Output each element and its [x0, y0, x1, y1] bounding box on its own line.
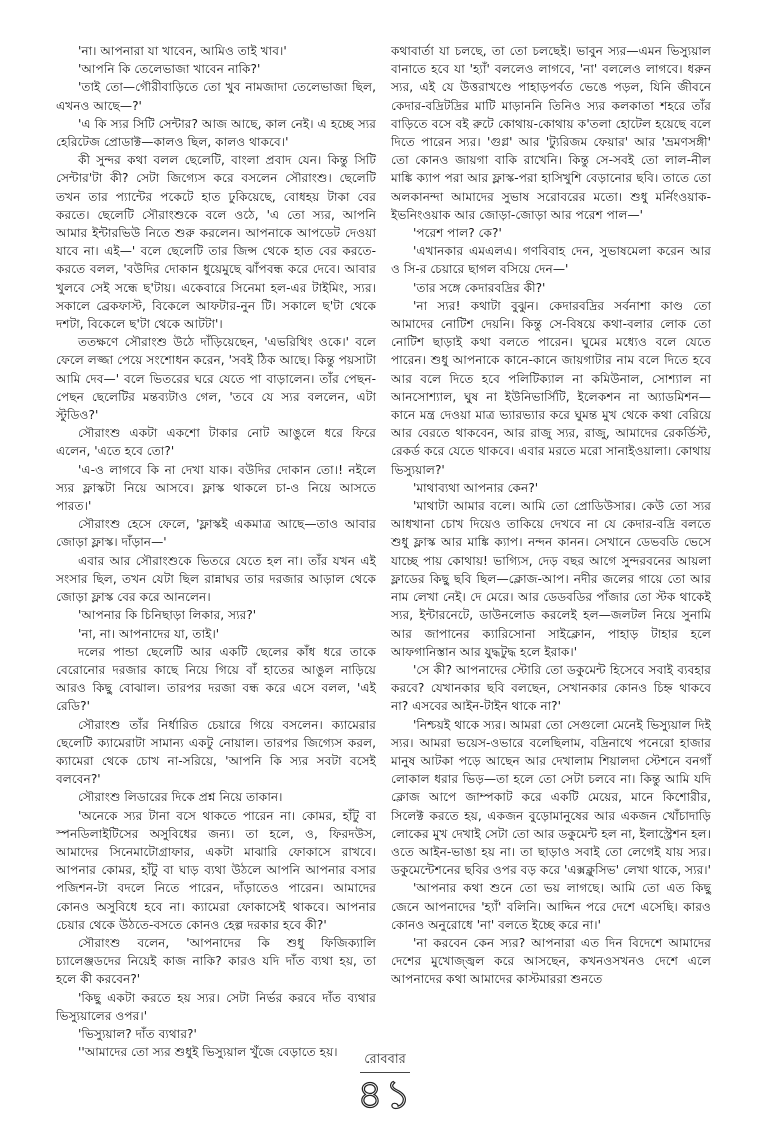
paragraph: 'ভিস্যুয়াল? দাঁত ব্যথার?': [78, 1026, 197, 1041]
paragraph: 'এ-ও লাগবে কি না দেখা যাক। বউদির দোকান তো।! নইলে স্যর ফ্লাস্কটা নিয়ে আসবে। ফ্লাস্ক থাকলে চা-ও নিয়ে আসতে পারত।': [56, 462, 376, 514]
paragraph: 'পরেশ পাল? কে?': [413, 226, 502, 241]
paragraph: 'মাথাটা আমার বলে। আমি তো প্রোডিউসার। কেউ তো স্যর আধখানা চোখ দিয়েও তাকিয়ে দেখবে না যে কেদার-বদ্রি বলতে শুধু ফ্লাস্ক আর মাঙ্কি ক্যাপ। নন্দন কানন। সেখানে ডেভবডি ভেসে যাচ্ছে পায় কোথায়! ভাগ্যিস, দেড় বছর আগে সুন্দরবনের আয়লা ফ্লাডের কিছু ছবি ছিল—ক্লোজ-আপ। নদীর জলের গায়ে তো আর নাম লেখা নেই। দে মেরে। আর ডেডবডির পাঁজার তো স্টক থাকেই স্যর, ইন্টারনেটে, ডাউনলোড করলেই হল—জলটল নিয়ে সুনামি আর জাপানের ক্যারিসোনা সাইক্লোন, পাহাড় টাহার হলে আফগানিস্তান আর যুদ্ধটুদ্ধ হলে ইরাক।': [391, 499, 711, 659]
paragraph: 'নিশ্চয়ই থাকে স্যর। আমরা তো সেগুলো মেনেই ভিস্যুয়াল দিই স্যর। আমরা ভয়েস-ওভারে বলেছিলাম, বদ্রিনাথে পনেরো হাজার মানুষ আটকা পড়ে আছেন আর দেখালাম শিয়ালদা স্টেশনে বনগাঁ লোকাল ধরার ভিড়—তা হলে তো সেটা চলবে না। কিন্তু আমি যদি ক্লোজ আপে জাম্পকাট করে একটি মেয়ের, মানে কিশোরীর, সিলেক্ট করতে হয়, একজন বুড়োমানুষের আর একজন খোঁচাদাড়ি লোকের মুখ দেখাই সেটা তো আর ডকুমেন্ট হল না, ইলাস্ট্রেশন হল। ওতে আইন-ভাঙা হয় না। তা ছাড়াও সবাই তো লেগেই যায় স্যর। ডকুমেন্টেশনের ছবির ওপর বড় করে 'এক্সক্লুসিভ' লেখা থাকে, স্যর।': [391, 717, 712, 878]
paragraph: 'আপনার কি চিনিছাড়া লিকার, স্যর?': [78, 608, 257, 623]
paragraph: 'আপনি কি তেলেভাজা খাবেন নাকি?': [78, 62, 261, 77]
page-number: ৪১: [357, 1072, 413, 1118]
paragraph: এবার আর সৌরাংশুকে ভিতরে যেতে হল না। তাঁর যখন এই সংসার ছিল, তখন যেটা ছিল রান্নাঘর তার দরজার আড়াল থেকে জোড়া ফ্লাস্ক বের করে আনলেন।: [56, 553, 376, 605]
paragraph: 'না। আপনারা যা খাবেন, আমিও তাই খাব।': [78, 44, 287, 58]
right-text-column: [391, 42, 711, 1042]
paragraph: 'তার সঙ্গে কেদারবদ্রির কী?': [413, 280, 546, 295]
left-text-column: [56, 42, 376, 1060]
paragraph: দলের পান্ডা ছেলেটি আর একটি ছেলের কাঁধ ধরে তাকে বেরোনোর দরজার কাছে নিয়ে গিয়ে বাঁ হাতের আঙুল নাড়িয়ে আরও কিছু বোঝাল। তারপর দরজা বন্ধ করে এসে বলল, 'এই রেডি?': [56, 644, 376, 714]
magazine-brand: রোববার: [360, 1050, 410, 1073]
paragraph: 'সে কী? আপনাদের স্টোরি তো ডকুমেন্ট হিসেবে সবাই ব্যবহার করবে? যেখানকার ছবি বলছেন, সেখানকার কোনও চিহ্ন থাকবে না? এসবের আইন-টাইন থাকে না?': [391, 662, 711, 714]
paragraph: কী সুন্দর কথা বলল ছেলেটি, বাংলা প্রবাদ যেন। কিন্তু সিটি সেন্টার'টা কী? সেটা জিগ্যেস করে বসলেন সৌরাংশু। ছেলেটি তখন তার প্যান্টের পকেটে হাত ঢুকিয়েছে, বোধহয় টাকা বের করতে। ছেলেটি সৌরাংশুকে বলে ওঠে, 'এ তো স্যর, আপনি আমার ইন্টারভিউ নিতে শুরু করলেন। আপনাকে আপডেট দেওয়া যাবে না। এই—' বলে ছেলেটি তার জিন্স থেকে হাত বের করতে-করতে বলল, 'বউদির দোকান ধুয়েমুছে ঝাঁপবন্ধ করে দেবে। আবার খুলবে সেই সন্ধে ছ'টায়। একেবারে সিনেমা হল-এর টাইমিং, স্যর। সকালে ব্রেকফাস্ট, বিকেলে আফটার-নুন টি। সকালে ছ'টা থেকে দশটা, বিকেলে ছ'টা থেকে আটটা'।: [56, 153, 376, 332]
paragraph: 'এ কি স্যর সিটি সেন্টার? আজ আছে, কাল নেই। এ হচ্ছে স্যর হেরিটেজ প্রোডাক্ট—কালও ছিল, কালও থাকবে।': [56, 116, 376, 150]
paragraph: ''আমাদের তো স্যর শুধুই ভিস্যুয়াল খুঁজে বেড়াতে হয়।: [78, 1045, 338, 1060]
paragraph: 'কিছু একটা করতে হয় স্যর। সেটা নির্ভর করবে দাঁত ব্যথার ভিস্যুয়ালের ওপর।': [56, 990, 376, 1023]
paragraph: সৌরাংশু লিডারের দিকে প্রশ্ন নিয়ে তাকান।: [78, 790, 283, 805]
paragraph: সৌরাংশু একটা একশো টাকার নোট আঙুলে ধরে ফিরে এলেন, 'এতে হবে তো?': [56, 426, 376, 459]
paragraph: 'তাই তো—গৌরীবাড়িতে তো খুব নামজাদা তেলেভাজা ছিল, এখনও আছে—?': [56, 80, 376, 113]
paragraph: 'অনেকে স্যর টানা বসে থাকতে পারেন না। কোমর, হাঁটু বা স্পনডিলাইটিসের অসুবিধের জন্য। তা হলে, ও, ফিরদউস, আমাদের সিনেমাটোগ্রাফার, একটা মাঝারি ফোকাসে রাখবে। আপনার কোমর, হাঁটু বা ঘাড় ব্যথা উঠলে আপনি আপনার বসার পজিশন-টা বদলে নিতে পারেন, দাঁড়াতেও পারেন। আমাদের কোনও অসুবিধে হবে না। ক্যামেরা ফোকাসেই থাকবে। আপনার চেয়ার থেকে উঠতে-বসতে কোনও হেল্প দরকার হবে কী?': [56, 808, 376, 932]
page-footer: [0, 1048, 770, 1118]
paragraph: কথাবার্তা যা চলছে, তা তো চলছেই। ভাবুন স্যর—এমন ভিস্যুয়াল বানাতে হবে যা 'হ্যাঁ' বললেও লাগবে, 'না' বললেও লাগবে। ধরুন স্যর, এই যে উত্তরাখণ্ডে পাহাড়পর্বত ভেঙে পড়ল, যিনি জীবনে কেদার-বদ্রিটদ্রির মাটি মাড়াননি তিনিও স্যর কলকাতা শহরে তাঁর বাড়িতে বসে বই রুটে কোথায়-কোথায় ক'তলা হোটেল হয়েছে বলে দিতে পারেন স্যর। 'গুগ্ল' আর 'ট্যুরিজম ফেয়ার' আর 'ভ্রমণসঙ্গী' তো কোনও জায়গা বাকি রাখেনি। কিন্তু সে-সবই তো লাল-নীল মাঙ্কি ক্যাপ পরা আর ফ্লাস্ক-পরা হাসিখুশি বেড়ানোর ছবি। তাতে তো অলকানন্দা আমাদের সুভাষ সরোবরের মতো। শুধু মর্নিংওয়াক-ইভনিংওয়াক আর জোড়া-জোড়া আর পরেশ পাল—': [391, 44, 711, 222]
paragraph: সৌরাংশু তাঁর নির্ধারিত চেয়ারে গিয়ে বসলেন। ক্যামেরার ছেলেটি ক্যামেরাটা সামান্য একটু নোয়াল। তারপর জিগ্যেস করল, ক্যামেরা থেকে চোখ না-সরিয়ে, 'আপনি কি স্যর সবটা বসেই বলবেন?': [56, 717, 376, 787]
paragraph: সৌরাংশু হেসে ফেলে, 'ফ্লাস্কই একমাত্র আছে—তাও আবার জোড়া ফ্লাস্ক। দাঁড়ান—': [56, 517, 376, 550]
paragraph: 'এখানকার এমএলএ। গণবিবাহ দেন, সুভাষমেলা করেন আর ও সি-র চেয়ারে ছাগল বসিয়ে দেন—': [391, 244, 711, 277]
paragraph: 'না, না। আপনাদের যা, তাই।': [78, 626, 220, 641]
paragraph: 'না করবেন কেন স্যর? আপনারা এত দিন বিদেশে আমাদের দেশের মুখোজ্জ্বল করে আসছেন, কখনওসখনও দেশে এলে আপনাদের কথা আমাদের কাস্টমাররা শুনতে: [391, 935, 711, 987]
paragraph: 'আপনার কথা শুনে তো ভয় লাগছে। আমি তো এত কিছু জেনে আপনাদের 'হ্যাঁ' বলিনি। আদ্দিন পরে দেশে এসেছি। কারও কোনও অনুরোধে 'না' বলতে ইচ্ছে করে না।': [391, 881, 711, 932]
paragraph: সৌরাংশু বলেন, 'আপনাদের কি শুধু ফিজিক্যালি চ্যালেঞ্জডদের নিয়েই কাজ নাকি? কারও যদি দাঁত ব্যথা হয়, তা হলে কী করবেন?': [56, 935, 376, 987]
paragraph: ততক্ষণে সৌরাংশু উঠে দাঁড়িয়েছেন, 'এভরিথিং ওকে।' বলে ফেলে লজ্জা পেয়ে সংশোধন করেন, 'সবই ঠিক আছে। কিন্তু পয়সাটা আমি দেব—' বলে ভিতরের ঘরে যেতে পা বাড়ালেন। তাঁর পেছন-পেছন ছেলেটির মন্তব্যটাও গেল, 'তবে যে স্যর বললেন, এটা স্টুডিও?': [56, 335, 376, 423]
paragraph: 'না স্যর! কথাটা বুঝুন। কেদারবদ্রির সর্বনাশা কাণ্ড তো আমাদের নোটিশ দেয়নি। কিন্তু সে-বিষয়ে কথা-বলার লোক তো নোটিশ ছাড়াই কথা বলতে পারেন। ঘুমের মধ্যেও বলে যেতে পারেন। শুধু আপনাকে কানে-কানে জায়গাটার নাম বলে দিতে হবে আর বলে দিতে হবে পলিটিক্যাল না কমিউনাল, সোশ্যাল না আনসোশ্যাল, ঘুষ না ইউনিভার্সিটি, ইলেকশন না অ্যাডমিশন—কানে মন্ত্র দেওয়া মাত্র ভ্যারভ্যার করে ঘুমন্ত মুখ থেকে কথা বেরিয়ে আর বেরতে থাকবেন, আর রাজু স্যর, রাজু, আমাদের রেকর্ডিস্ট, রেকর্ড করে যেতে থাকবে। এবার মরতে মরো সানাইওয়ালা। কোথায় ভিস্যুয়াল?': [391, 298, 711, 477]
paragraph: 'মাথাব্যথা আপনার কেন?': [413, 480, 539, 495]
